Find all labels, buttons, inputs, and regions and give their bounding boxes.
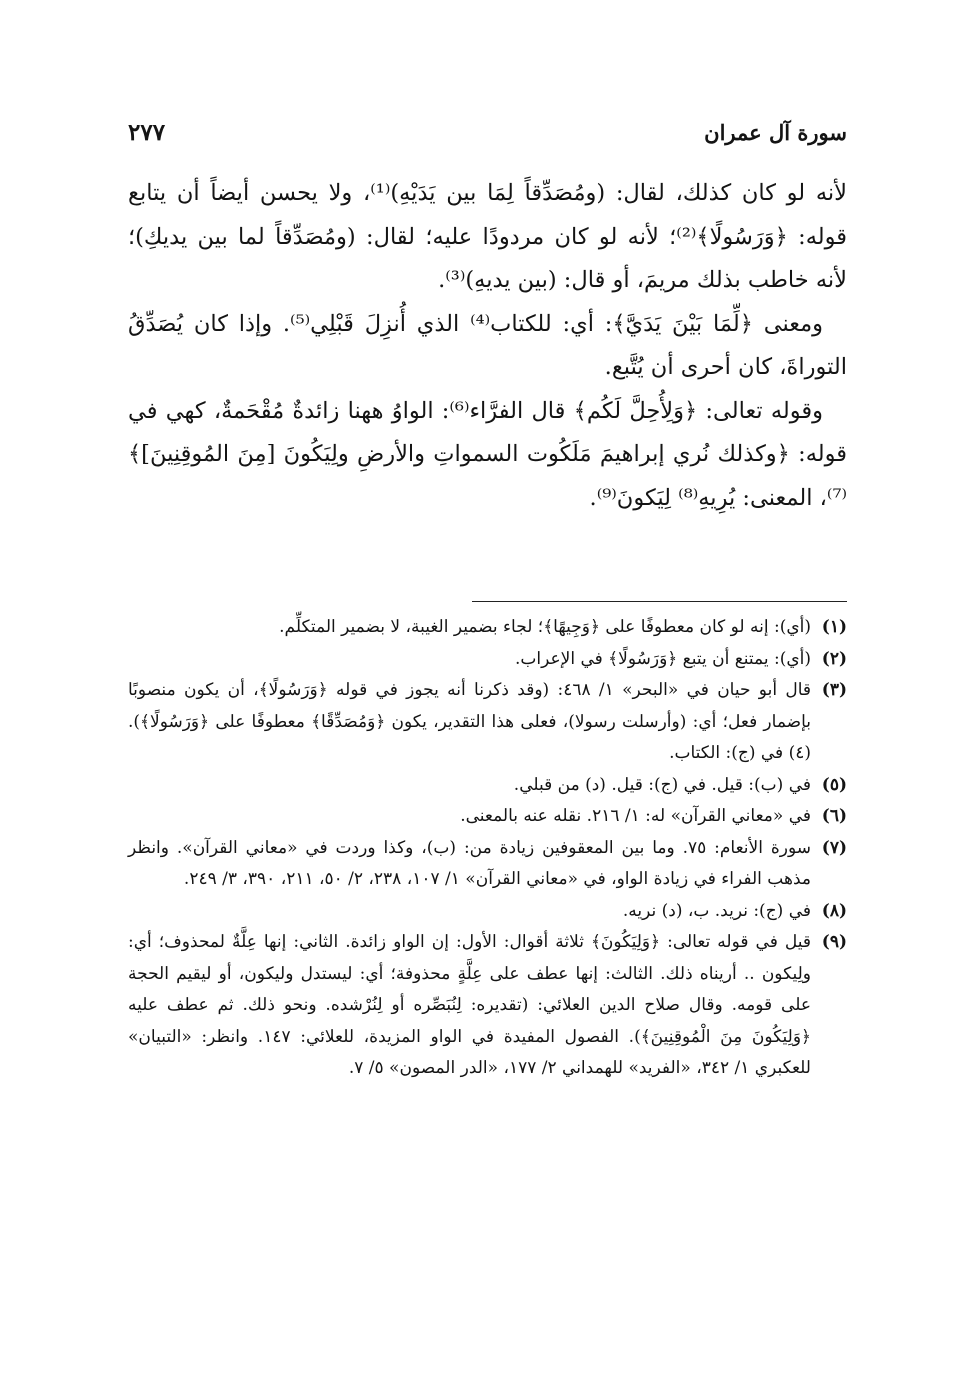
paragraph: وقوله تعالى: ﴿وَلِأُحِلَّ لَكُم﴾ قال الفرَّاء⁽⁶⁾: الواوُ ههنا زائدةٌ مُقْحَمةٌ، كهي في قوله: ﴿وكذلك نُري إبراهيمَ مَلَكُوت السمواتِ والأرضِ ولِيَكُونَ [مِنَ المُوقِنِينَ]﴾⁽⁷⁾، المعنى: يُرِيهِ⁽⁸⁾ لِيَكونَ⁽⁹⁾. — [128, 397, 847, 511]
footnote — [128, 801, 847, 833]
surah-title: سورة آل عمران — [704, 119, 847, 145]
footnote-text: قيل في قوله تعالى: ﴿وَلِيَكُونَ﴾ ثلاثة أقوال: الأول: إن الواو زائدة. الثاني: إنها عِلَّةٌ لمحذوف؛ أي: ولِيكون .. أريناه ذلك. الثالث: إنها عطف على عِلَّةٍ محذوفة؛ أي: ليستدل وليكون، أو ليقيم الحجة على قومه. وقال صلاح الدين العلائي: (تقديره: لِنُبَصِّره أو لِنُرْشده. ونحو ذلك. ثم عطف عليه ﴿وَلِيَكُونَ مِنَ الْمُوقِنِينَ﴾). الفصول المفيدة في الواو المزيدة، للعلائي: ١٤٧. وانظر: «التبيان» للعكبري ١/ ٣٤٢، «الفريد» للهمداني ٢/ ١٧٧، «الدر المصون» ٥/ ٧. — [128, 932, 811, 1078]
footnote — [128, 612, 847, 644]
page-header — [128, 112, 847, 152]
footnote-number: (٦) — [821, 806, 847, 826]
footnote-text: (أي): إنه لو كان معطوفًا على ﴿وَجِيهًا﴾؛ لجاء بضمير الغيبة، لا بضمير المتكلِّم. — [279, 617, 811, 637]
footnote-number: (٩) — [821, 932, 847, 952]
footnote-text: (أي): يمتنع أن يتبع ﴿وَرَسُولًا﴾ في الإعراب. — [515, 648, 811, 669]
footnote-number: (٥) — [821, 774, 847, 795]
footnote-text: سورة الأنعام: ٧٥. وما بين المعقوفين زيادة من: (ب)، وكذا وردت في «معاني القرآن». وانظر مذهب الفراء في زيادة الواو، في «معاني القرآن» ١/ ١٠٧، ٢٣٨، ٢/ ٥٠، ٢١١، ٣٩٠، ٣/ ٢٤٩. — [128, 837, 811, 889]
footnote-text: في (ب): قيل. في (ج): قيل. (د) من قبلي. — [513, 774, 811, 795]
footnote — [128, 833, 847, 896]
footnote — [128, 896, 847, 928]
footnote-text: في «معاني القرآن» له: ١/ ٢١٦. نقله عنه بالمعنى. — [460, 806, 811, 826]
footnote-text: قال أبو حيان في «البحر» ١/ ٤٦٨: (وقد ذكرنا أنه يجوز في قوله ﴿وَرَسُولًا﴾، أن يكون منصوبًا بإضمار فعل؛ أي: (وأرسلت رسولا)، فعلى هذا التقدير، يكون ﴿وَمُصَدِّقًا﴾ معطوفًا على ﴿وَرَسُولًا﴾). (٤) في (ج): الكتاب. — [128, 680, 811, 763]
footnote-number: (٨) — [821, 900, 847, 921]
footnote-number: (٧) — [821, 837, 847, 858]
footnote-number: (٣) — [821, 680, 847, 700]
footnote — [128, 675, 847, 770]
footnote-number: (٢) — [821, 648, 847, 669]
footnote — [128, 927, 847, 1085]
page-number: ٢٧٧ — [128, 118, 166, 146]
footnotes — [128, 612, 847, 1085]
footnote — [128, 770, 847, 802]
footnote-number: (١) — [821, 617, 847, 637]
paragraph: ومعنى ﴿لِّمَا بَيْنَ يَدَيَّ﴾: أي: للكتاب⁽⁴⁾ الذي أُنزِلَ قَبْلِي⁽⁵⁾. وإذا كان يُصَدِّقُ التوراةَ، كان أحرى أن يُتَّبع. — [128, 310, 847, 380]
paragraph: لأنه لو كان كذلك، لقال: (ومُصَدِّقاً لِمَا بين يَدَيْهِ)⁽¹⁾، ولا يحسن أيضاً أن يتابع قوله: ﴿وَرَسُولًا﴾⁽²⁾؛ لأنه لو كان مردودًا عليه؛ لقال: (ومُصَدِّقاً لما بين يديكِ)؛ لأنه خاطب بذلك مريمَ، أو قال: (بين يديهِ)⁽³⁾. — [128, 180, 848, 293]
footnote-divider — [472, 601, 847, 602]
footnote — [128, 644, 847, 676]
footnote-text: في (ج): نريد. ب، (د) نريه. — [622, 900, 811, 921]
main-text — [128, 172, 847, 520]
